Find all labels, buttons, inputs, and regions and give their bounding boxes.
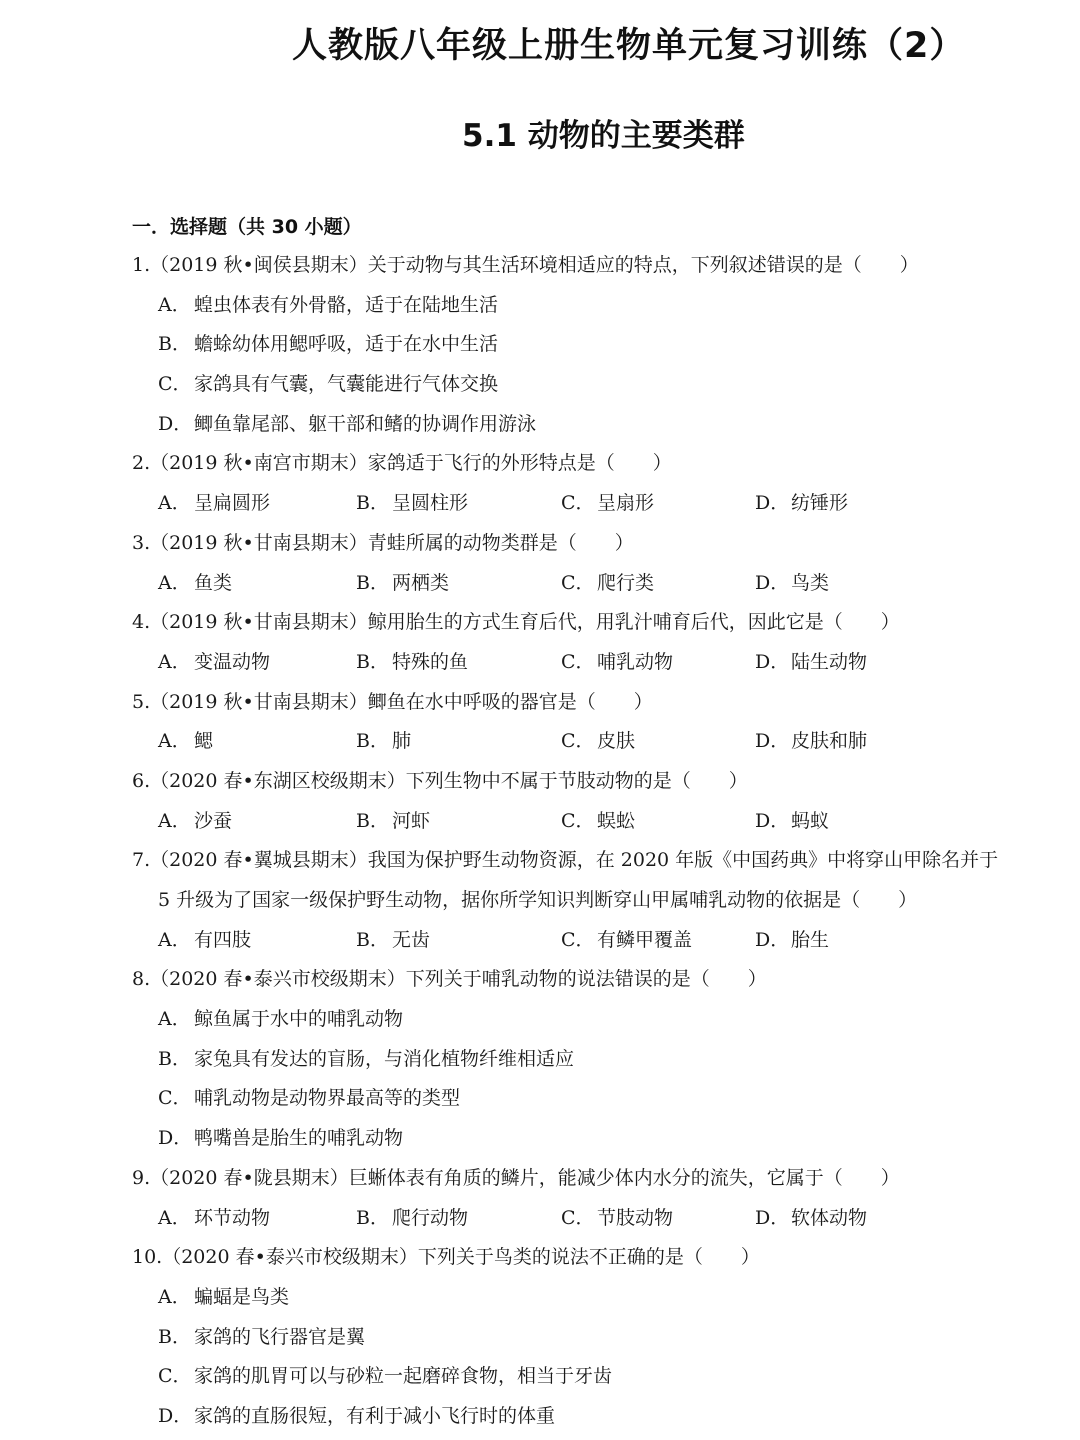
option-d [0,1397,1080,1437]
option-text: 两栖类 [392,571,450,594]
option-letter: C． [561,1206,595,1229]
option-letter: B． [356,650,389,673]
option-letter: D． [755,571,790,594]
option-d [755,802,829,842]
option-c [561,921,692,961]
question-stem: 1.（2019 秋•闽侯县期末）关于动物与其生活环境相适应的特点，下列叙述错误的是（ ） [132,254,919,276]
option-c [561,802,635,842]
option-letter: B． [158,1325,191,1348]
option-text: 呈圆柱形 [392,492,469,515]
option-letter: C． [561,650,595,673]
option-b [0,1318,1080,1358]
option-letter: B． [356,571,389,594]
option-letter: A． [158,1206,191,1229]
option-d [0,405,1080,445]
option-letter: D． [755,809,790,832]
option-letter: B． [356,809,389,832]
option-text: 鲫鱼靠尾部、躯干部和鳍的协调作用游泳 [194,412,537,435]
option-text: 鲸鱼属于水中的哺乳动物 [194,1008,404,1031]
question-stem: 4.（2019 秋•甘南县期末）鲸用胎生的方式生育后代，用乳汁哺育后代，因此它是（ ） [132,611,900,634]
option-letter: C． [561,730,595,753]
option-letter: C． [158,1087,192,1110]
option-text: 爬行类 [597,571,655,594]
question-list [0,246,1080,1437]
option-letter: C． [561,571,595,594]
option-text: 家鸽的飞行器官是翼 [194,1325,366,1348]
option-text: 蝗虫体表有外骨骼，适于在陆地生活 [194,293,499,316]
option-b [356,802,430,842]
option-letter: A． [158,650,191,673]
option-a [158,921,251,961]
option-letter: D． [755,492,790,515]
option-text: 鳃 [194,730,214,753]
option-a [158,802,232,842]
option-letter: C． [561,492,595,515]
option-a [0,1278,1080,1318]
option-text: 皮肤 [597,730,636,753]
option-text: 鱼类 [194,571,233,594]
option-b [356,564,449,604]
option-letter: D． [755,730,790,753]
option-b [356,722,411,762]
option-a [158,643,270,683]
option-d [755,564,829,604]
option-d [755,722,867,762]
option-c [561,643,673,683]
option-letter: A． [158,492,191,515]
option-c [561,564,654,604]
option-d [755,1199,867,1239]
question-stem: 3.（2019 秋•甘南县期末）青蛙所属的动物类群是（ ） [132,531,634,554]
option-c [0,1357,1080,1397]
option-letter: B． [356,1206,389,1229]
option-letter: D． [755,1206,790,1229]
option-letter: A． [158,571,191,594]
option-letter: C． [561,928,595,951]
question-stem: 5.（2019 秋•甘南县期末）鲫鱼在水中呼吸的器官是（ ） [132,690,653,713]
option-letter: A． [158,1285,191,1308]
option-b [0,1040,1080,1080]
option-text: 鸭嘴兽是胎生的哺乳动物 [194,1127,404,1150]
option-text: 无齿 [392,928,431,951]
question-stem: 6.（2020 春•东湖区校级期末）下列生物中不属于节肢动物的是（ ） [132,769,748,792]
option-row [0,802,1080,842]
option-text: 软体动物 [791,1206,868,1229]
option-text: 节肢动物 [597,1206,674,1229]
option-letter: B． [158,333,191,356]
option-d [755,921,829,961]
option-text: 环节动物 [194,1206,271,1229]
option-a [158,484,270,524]
option-text: 鸟类 [791,571,830,594]
option-letter: D． [158,412,193,435]
option-text: 纺锤形 [791,492,849,515]
option-text: 蜈蚣 [597,809,636,832]
option-text: 爬行动物 [392,1206,469,1229]
option-letter: A． [158,1008,191,1031]
option-letter: D． [158,1127,193,1150]
option-letter: A． [158,730,191,753]
option-text: 沙蚕 [194,809,233,832]
option-letter: C． [561,809,595,832]
option-text: 胎生 [791,928,830,951]
question-stem: 8.（2020 春•泰兴市校级期末）下列关于哺乳动物的说法错误的是（ ） [132,968,767,991]
option-text: 家鸽的肌胃可以与砂粒一起磨碎食物，相当于牙齿 [194,1365,613,1388]
option-text: 家鸽的直肠很短，有利于减小飞行时的体重 [194,1404,556,1427]
document-title: 人教版八年级上册生物单元复习训练（2） [292,26,966,66]
option-c [0,365,1080,405]
option-text: 变温动物 [194,650,271,673]
option-text: 家鸽具有气囊，气囊能进行气体交换 [194,373,499,396]
section-heading: 一．选择题（共 30 小题） [132,216,362,238]
option-a [0,286,1080,326]
option-text: 陆生动物 [791,650,868,673]
option-d [0,1119,1080,1159]
option-letter: B． [356,492,389,515]
option-letter: A． [158,928,191,951]
question-stem: 7.（2020 春•翼城县期末）我国为保护野生动物资源，在 2020 年版《中国药典》中将穿山甲除名并于 [132,849,999,872]
option-text: 哺乳动物 [597,650,674,673]
option-b [356,921,430,961]
option-text: 家兔具有发达的盲肠，与消化植物纤维相适应 [194,1047,575,1070]
option-text: 蚂蚁 [791,809,830,832]
document-subtitle: 5.1 动物的主要类群 [462,118,745,154]
option-d [755,484,848,524]
option-letter: B． [356,730,389,753]
option-text: 哺乳动物是动物界最高等的类型 [194,1087,461,1110]
question-stem-continued: 5 升级为了国家一级保护野生动物，据你所学知识判断穿山甲属哺乳动物的依据是（ ） [158,889,918,911]
option-text: 有鳞甲覆盖 [597,928,693,951]
option-text: 有四肢 [194,928,252,951]
option-letter: C． [158,373,192,396]
option-letter: C． [158,1365,192,1388]
option-c [561,722,635,762]
option-b [356,1199,468,1239]
option-text: 河虾 [392,809,431,832]
option-letter: A． [158,809,191,832]
option-row [0,484,1080,524]
option-text: 呈扁圆形 [194,492,271,515]
option-row [0,643,1080,683]
option-letter: D． [158,1404,193,1427]
option-a [158,1199,270,1239]
option-row [0,1199,1080,1239]
option-text: 蝙蝠是鸟类 [194,1285,290,1308]
question-stem: 9.（2020 春•陇县期末）巨蜥体表有角质的鳞片，能减少体内水分的流失，它属于（ ） [132,1166,900,1189]
option-c [561,484,654,524]
option-text: 特殊的鱼 [392,650,469,673]
option-letter: A． [158,293,191,316]
option-text: 蟾蜍幼体用鳃呼吸，适于在水中生活 [194,333,499,356]
option-c [561,1199,673,1239]
option-letter: D． [755,928,790,951]
option-text: 肺 [392,730,412,753]
option-c [0,1079,1080,1119]
option-row [0,722,1080,762]
option-a [0,1000,1080,1040]
option-b [356,484,468,524]
option-letter: B． [356,928,389,951]
option-text: 皮肤和肺 [791,730,868,753]
option-text: 呈扇形 [597,492,655,515]
option-a [158,564,232,604]
option-b [0,325,1080,365]
option-d [755,643,867,683]
option-a [158,722,213,762]
question-stem: 10.（2020 春•泰兴市校级期末）下列关于鸟类的说法不正确的是（ ） [132,1246,760,1269]
option-letter: B． [158,1047,191,1070]
option-row [0,921,1080,961]
option-row [0,564,1080,604]
question-stem: 2.（2019 秋•南宫市期末）家鸽适于飞行的外形特点是（ ） [132,452,672,475]
option-b [356,643,468,683]
option-letter: D． [755,650,790,673]
